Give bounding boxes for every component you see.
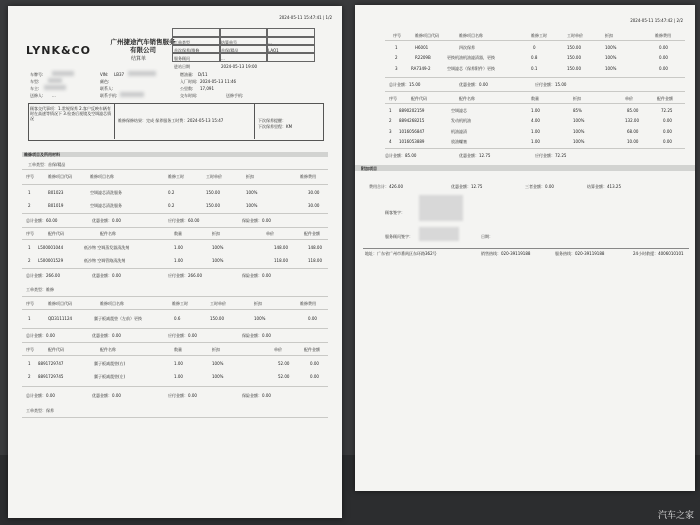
vin-label: VIN: — [100, 72, 109, 77]
plate-label: 车牌号: — [30, 72, 44, 77]
document-type: 结算单 — [131, 56, 147, 62]
sender-value: ... — [52, 93, 56, 98]
enter-value: 2024-05-13 11:46 — [200, 79, 237, 84]
mileage-value: 17,091 — [200, 86, 214, 91]
redacted-vin — [128, 71, 156, 76]
redacted-phone — [120, 92, 144, 97]
divider — [22, 227, 328, 228]
sender-phone-label: 送修手机: — [226, 93, 244, 98]
addon-title: 附加项目 — [361, 166, 377, 171]
header-cell: 进站日期 — [172, 52, 221, 62]
header-cell — [266, 52, 315, 62]
invoice-page-1: 2024-05-11 15:47:41 | 1/2 LYNK&CO 广州捷途汽车销售服务 有限公司 结算单 工单类型 结算单号 ... 首次保养/维修 首保/精品 LAO1 服务顾问 ... 进站日期 2024-05-13 19:00 车牌号: VIN: LB37 燃油量: D/11 车型: 颜色: 入厂时间: 2024-05-13 11:46 车主: 联系人: 公里数: 17,091 送修人: ... 联系手机: 交车时间: 送修手机: 顾客交代事项：1.常规保养 2.客户反映车辆有时在高速等情况下 3.检查后视镜及空调滤芯情况 维修保修结果：完成 保养服务工时费：2024-05-13 15:47 下次保养提醒： 下次保养里程：KM 维修项目及所用材料 工单类型：首保/精品 序号 维修项目代码 维修项目名称 维修工时 工时单价 折扣 维修费用 1 B01023 空调滤芯清洗服务 0.2 150.00 100% 30.00 2 B01019 空调滤芯清洗服务 0.2 150.00 100% 30.00 总计金额：60.00 优惠金额：0.00 应付金额：60.00 保险金额：0.00 序号 配件代码 配件名称 数量 折扣 单价 配件金额 1 L500001044 低沙物 空调蒸发器清洗剂 1.00 100% 148.00 148.00 2 L500001529 低沙物 空调管路清洗剂 1.00 100% 118.00 118.00 总计金额：266.00 优惠金额：0.00 应付金额：266.00 保险金额：0.00 工单类型：维修 序号 维修项目代码 维修项目名称 维修工时 工时单价 折扣 维修费用 1 QD3111124 翼子板减震垫（左前）更换 0.6 150.00 100% 0.00 总计金额：0.00 优惠金额：0.00 应付金额：0.00 保险金额：0.00 序号 配件代码 配件名称 数量 折扣 单价 配件金额 1 8891729747 翼子板减震垫(右) 1.00 100% 52.00 0.00 2 8891729745 翼子板减震垫(左) 1.00 100% 52.00 0.00 总计金额：0.00 优惠金额：0.00 应付金额：0.00 保险金额：0.00 工单类型：保养 — [8, 6, 342, 518]
advisor-signature — [419, 227, 459, 241]
customer-notes: 顾客交代事项：1.常规保养 2.客户反映车辆有时在高速等情况下 3.检查后视镜及空调滤芯情况 — [30, 106, 112, 121]
header-cell: LAO1 — [266, 36, 315, 46]
divider — [22, 213, 328, 214]
divider — [22, 184, 328, 185]
print-timestamp: 2024-05-11 15:47:41 | 1/2 — [279, 15, 332, 20]
divider — [22, 417, 328, 418]
job-type-label: 工单类型：首保/精品 — [28, 162, 66, 167]
enter-label: 入厂时间: — [180, 79, 198, 84]
section-title: 维修项目及所用材料 — [24, 152, 60, 157]
divider — [22, 386, 328, 387]
redacted-model — [48, 78, 62, 83]
vin-value: LB37 — [114, 72, 125, 77]
header-cell: 服务顾问 — [172, 44, 221, 54]
header-cell: 工单类型 — [172, 28, 221, 38]
customer-signature-label: 顾客签字： — [385, 210, 405, 215]
header-cell: 结算单号 — [219, 28, 268, 38]
brand-logo: LYNK&CO — [26, 44, 92, 57]
divider — [385, 40, 685, 41]
divider — [385, 103, 685, 104]
customer-signature — [419, 195, 463, 221]
notice-divider — [114, 103, 115, 139]
divider — [22, 169, 328, 170]
date-label: 日期： — [481, 234, 493, 239]
divider — [385, 148, 685, 149]
owner-label: 车主: — [30, 86, 40, 91]
fuel-value: D/11 — [198, 72, 208, 77]
divider — [22, 342, 328, 343]
divider — [385, 77, 685, 78]
watermark-text: 汽车之家 — [657, 511, 694, 521]
phone-label: 联系手机: — [100, 93, 118, 98]
model-label: 车型: — [30, 79, 40, 84]
redacted-plate — [52, 71, 74, 76]
maintenance-result: 维修保修结果：完成 保养服务工时费：2024-05-13 15:47 — [118, 118, 224, 123]
divider — [22, 268, 328, 269]
header-cell: ... — [266, 28, 315, 38]
divider — [363, 248, 689, 249]
company-name-line1: 广州捷途汽车销售服务 — [110, 38, 176, 46]
fuel-label: 燃油量: — [180, 72, 194, 77]
section-bar — [355, 165, 695, 171]
next-service-reminder: 下次保养提醒： — [258, 118, 286, 123]
company-name — [106, 38, 180, 54]
job-type-label: 工单类型：保养 — [26, 408, 54, 413]
header-cell: 首次保养/维修 — [172, 36, 221, 46]
divider — [22, 309, 328, 310]
contact-label: 联系人: — [100, 86, 114, 91]
delivery-label: 交车时间: — [180, 93, 198, 98]
color-label: 颜色: — [100, 79, 110, 84]
divider — [385, 91, 685, 92]
redacted-owner — [44, 85, 66, 90]
divider — [22, 296, 328, 297]
section-bar — [22, 152, 328, 157]
header-cell: 首保/精品 — [219, 36, 268, 46]
company-name-line2: 有限公司 — [130, 46, 156, 54]
divider — [22, 355, 328, 356]
print-timestamp: 2024-05-11 15:47:42 | 2/2 — [630, 18, 683, 23]
mileage-label: 公里数: — [180, 86, 194, 91]
advisor-signature-label: 服务顾问签字： — [385, 234, 413, 239]
header-cell: ... — [219, 44, 268, 54]
invoice-page-2: 2024-05-11 15:47:42 | 2/2 序号 维修项目代码 维修项目名称 维修工时 工时单价 折扣 维修费用 1 H6001 四次保养 0 150.00 100% 0.00 2 R2209B 更换机油机油滤清器，更换 0.8 150.00 100% 0.00 3 RA7349-2 空调滤芯（保养附件）更换 0.1 150.00 100% 0.00 总计金额：15.00 优惠金额：0.00 应付金额：15.00 序号 配件代码 配件名称 数量 折扣 单价 配件金额 1 8890202159 空调滤芯 1.00 85% 85.00 72.25 2 8894268215 发动机机油 4.00 100% 132.00 0.00 3 1016056847 机油滤清 1.00 100% 68.00 0.00 4 1016053889 放油螺塞 1.00 100% 10.00 0.00 总计金额：85.00 优惠金额：12.75 应付金额：72.25 附加项目 费用合计：426.00 优惠金额：12.75 三者金额：0.00 结算金额：413.25 顾客签字： 服务顾问签字： 日期： 地址：广东省广州市番禺区东环路362号 销售热线：020-39119188 服务热线：020-39119188 24小时救援：4006010101 — [355, 5, 695, 491]
divider — [22, 239, 328, 240]
sender-label: 送修人: — [30, 93, 44, 98]
job-type-label: 工单类型：维修 — [26, 287, 54, 292]
next-service-mileage: 下次保养里程：KM — [258, 124, 293, 129]
notice-divider — [254, 103, 255, 139]
header-cell: 2024-05-13 19:00 — [219, 52, 268, 62]
divider — [22, 328, 328, 329]
